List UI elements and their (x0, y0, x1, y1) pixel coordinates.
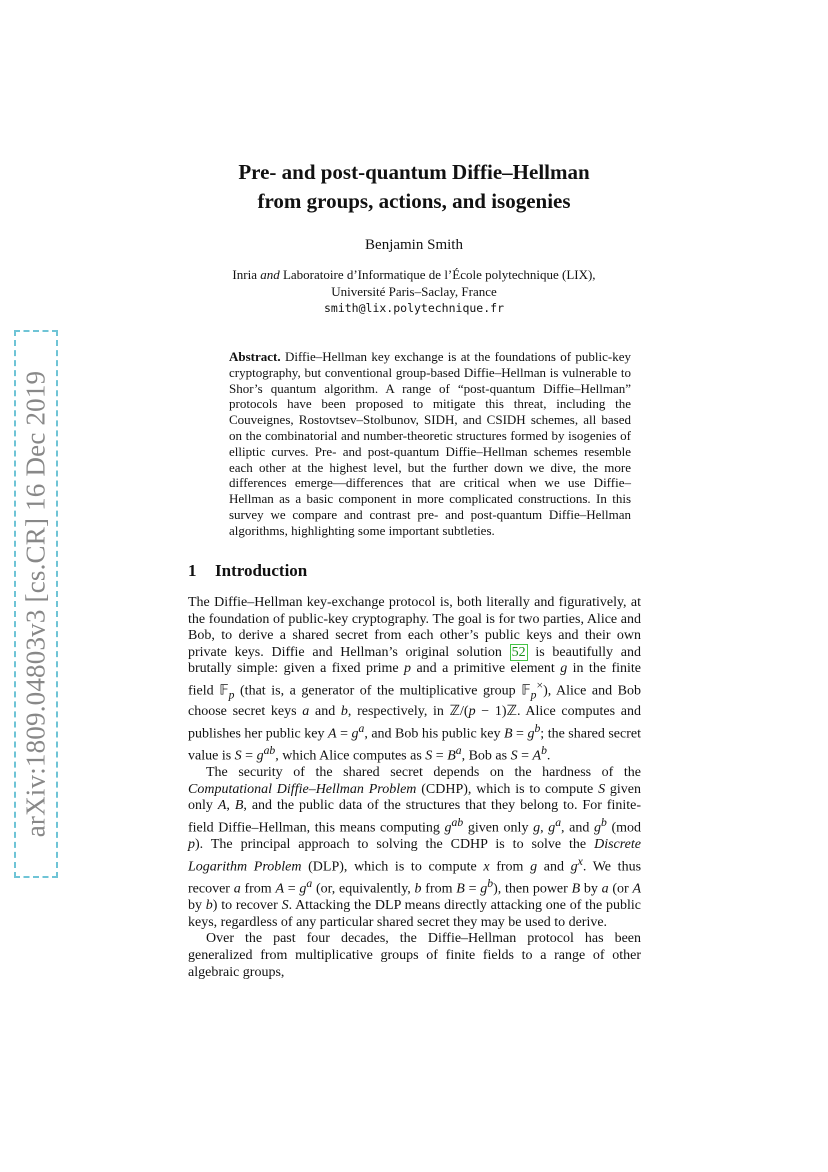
author-name: Benjamin Smith (365, 237, 463, 253)
arxiv-stamp (14, 330, 58, 878)
title-line-2: from groups, actions, and isogenies (257, 189, 571, 213)
title-line-1: Pre- and post-quantum Diffie–Hellman (238, 160, 590, 184)
affiliation-and: and (260, 267, 280, 282)
abstract (229, 349, 631, 539)
affiliation-inria: Inria (232, 267, 261, 282)
section-number: 1 (188, 561, 197, 580)
section-title: Introduction (215, 561, 308, 580)
paragraph-3: Over the past four decades, the Diffie–Hellman protocol has been generalized from multiplicative groups of finite fields to a range of other algebraic groups, (188, 931, 641, 980)
abstract-text: Diffie–Hellman key exchange is at the foundations of public-key cryptography, but conventional group-based Diffie–Hellman is vulnerable to Shor’s quantum algorithm. A range of “post-quantum Diffie–Hellman” protocols have been proposed to mitigate this threat, including the Couveignes, Rostovtsev–Stolbunov, SIDH, and CSIDH schemes, all based on the combinatorial and number-theoretic structures formed by isogenies of elliptic curves. Pre- and post-quantum Diffie–Hellman schemes resemble each other at the highest level, but the further down we dive, the more differences emerge—differences that are critical when we use Diffie–Hellman as a basic component in more complicated constructions. In this survey we compare and contrast pre- and post-quantum Diffie–Hellman algorithms, highlighting some important subtleties. (229, 349, 631, 538)
affiliation-line-2: Université Paris–Saclay, France (331, 284, 497, 299)
affiliation-lix: Laboratoire d’Informatique de l’École polytechnique (LIX), (279, 267, 596, 282)
paragraph-1: The Diffie–Hellman key-exchange protocol is, both literally and figuratively, at the foundation of public-key cryptography. The goal is for two parties, Alice and Bob, to derive a shared secret from each other’s public keys and their own private keys. Diffie and Hellman’s original solution 52 is beautifully and brutally simple: given a fixed prime p and a primitive element g in the finite field 𝔽$_p$ (that is, a generator of the multiplicative group 𝔽$_p$×), Alice and Bob choose secret keys a and b, respectively, in ℤ/(p − 1)ℤ. Alice computes and publishes her public key $A = g^a$, and Bob his public key $B = g^b$; the shared secret value is $S = g^{ab}$, which Alice computes as $S = B^a$, Bob as $S = A^b$. (188, 595, 642, 764)
arxiv-identifier: arXiv:1809.04803v3 [cs.CR] 16 Dec 2019 (20, 370, 51, 838)
author-email: smith@lix.polytechnique.fr (323, 301, 504, 315)
affiliation (0, 266, 828, 317)
paper-title (0, 158, 828, 216)
introduction-body (188, 595, 641, 981)
paragraph-2: The security of the shared secret depends on the hardness of the Computational Diffie–Hellman Problem (CDHP), which is to compute S given only A, B, and the public data of the structures that they belong to. For finite-field Diffie–Hellman, this means computing $g^{ab}$ given only g, $g^a$, and $g^b$ (mod p). The principal approach to solving the CDHP is to solve the Discrete Logarithm Problem (DLP), which is to compute x from g and $g^x$. We thus recover a from $A = g^a$ (or, equivalently, b from $B = g^b$), then power B by a (or A by b) to recover S. Attacking the DLP means directly attacking one of the public keys, regardless of any particular shared secret they may be used to derive. (188, 765, 642, 930)
section-heading (188, 561, 307, 581)
citation-link[interactable]: 52 (511, 644, 526, 660)
abstract-label: Abstract. (229, 349, 281, 364)
affiliation-line-1 (0, 266, 828, 283)
